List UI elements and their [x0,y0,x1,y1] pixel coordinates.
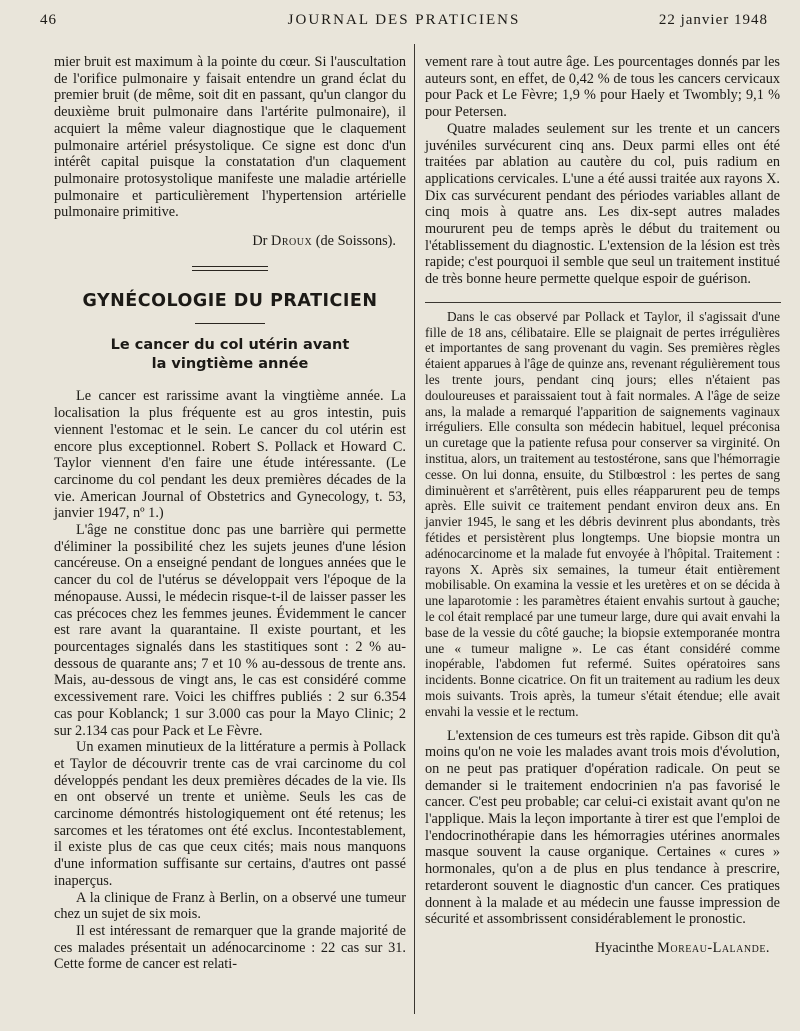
author-last-name: Moreau-Lalande. [657,940,770,956]
author-name: Droux [271,233,313,250]
paragraph: Quatre malades seulement sur les trente et un cancers juvéniles survécurent cinq ans. Deux parmi elles ont été traitées par ablation au cautère du col, puis radium en applications cervicales. L'une a été aussi traitée aux rayons X. Dix cas survécurent pendant des périodes variables allant de cinq mois à quatre ans. Les dix-sept autres malades moururent peu de temps après le début du traitement ou l'établissement du diagnostic. L'extension de la lésion est très rapide; c'est pourquoi il semble que seul un traitement institué de très bonne heure permette quelque espoir de guérison. [425,120,780,288]
author-first-name: Hyacinthe [594,940,658,956]
page-number: 46 [40,12,57,28]
signature-prefix: Dr [252,233,272,250]
case-separator [425,302,781,303]
article-title-line-1: Le cancer du col utérin avant [110,337,350,354]
signature-droux [54,233,396,250]
paragraph: A la clinique de Franz à Berlin, on a observé une tumeur chez un sujet de six mois. [54,889,406,923]
article-title [54,336,406,374]
left-column [54,54,406,973]
author-place: (de Soissons). [312,233,396,250]
section-title: GYNÉCOLOGIE DU PRATICIEN [82,290,378,311]
section-separator [192,266,268,271]
paragraph: L'âge ne constitue donc pas une barrière qui permette d'éliminer la possibilité chez les sujets jeunes d'une lésion cancéreuse. On a enseigné pendant de longues années que le cancer du col de l'utérus se développait vers l'époque de la ménopause. Aussi, le médecin risque-t-il de laisser passer les cas précoces chez les femmes jeunes. Évidemment le cancer est rare avant la quarantaine. Il existe pourtant, et les pourcentages signalés dans les stastitiques sont : 2 % au-dessous de quarante ans; 7 et 10 % au-dessous de trente ans. Mais, au-dessous de vingt ans, le cas est considéré comme excessivement rare. Voici les chiffres publiés : 2 sur 6.354 cas pour Koblanck; 1 sur 3.000 cas pour la Mayo Clinic; 2 sur 2.134 cas pour Pack et Le Fèvre. [54,522,406,739]
right-column [425,54,780,957]
issue-date: 22 janvier 1948 [658,12,768,28]
paragraph: Un examen minutieux de la littérature a permis à Pollack et Taylor de découvrir trente cas de vrai carcinome du col développés pendant les deux premières décades de la vie. Ils en ont observé un trente et unième. Seuls les cas de carcinome démontrés histologiquement ont été retenus; les sarcomes et les tératomes ont été exclus. Incontestablement, il existe plus de cas que ceux cités; mais nous manquons d'une information suffisante sur certains, d'autres ont passé inaperçus. [54,739,406,889]
paragraph: mier bruit est maximum à la pointe du cœur. Si l'auscultation de l'orifice pulmonaire y faisait entendre un grand éclat du premier bruit (de même, soit dit en passant, qu'un clangor du deuxième bruit pulmonaire dans l'artérite pulmonaire), il acquiert la même valeur diagnostique que le claquement pulmonaire artériel présystolique. Ce signe est donc d'un intérêt capital puisque la constatation d'un claquement pulmonaire protosystolique manifeste une maladie artérielle pulmonaire et particulièrement l'hypertension artérielle pulmonaire primitive. [54,54,406,221]
paragraph: Il est intéressant de remarquer que la grande majorité de ces malades présentait un adénocarcinome : 22 cas sur 31. Cette forme de cancer est relati- [54,922,406,973]
signature-moreau-lalande [425,940,770,957]
article-title-line-2: la vingtième année [151,356,309,373]
column-divider [414,44,415,1014]
journal-title: JOURNAL DES PRATICIENS [287,12,521,28]
page-header [40,12,768,38]
paragraph: L'extension de ces tumeurs est très rapide. Gibson dit qu'à moins qu'on ne voie les malades avant trois mois d'évolution, on ne peut pas pratiquer d'opération radicale. On peut se demander si le traitement endocrinien n'a pas favorisé le cancer. C'est peu probable; car celui-ci existait avant qu'on ne l'applique. Mais la leçon importante à tirer est que l'emploi de l'endocrinothérapie dans les hémorragies utérines anormales masque souvent la cause organique. Certaines « cures » hormonales, qu'on a de plus en plus tendance à prescrire, retarderont souvent le diagnostic d'un cancer. Ces pratiques donnent à la malade et au médecin une fausse impression de sécurité et assombrissent considérablement le pronostic. [425,727,780,928]
paragraph: Le cancer est rarissime avant la vingtième année. La localisation la plus fréquente est au gros intestin, puis viennent l'estomac et le sein. Le cancer du col utérin est encore plus exceptionnel. Robert S. Pollack et Howard C. Taylor viennent d'en faire une étude intéressante. (Le carcinome du col pendant les deux premières décades de la vie. American Journal of Obstetrics and Gynecology, t. 53, janvier 1947, nº 1.) [54,388,406,522]
paragraph: vement rare à tout autre âge. Les pourcentages donnés par les auteurs sont, en effet, de 0,42 % de tous les cancers cervicaux pour Pack et Le Fèvre; 1,9 % pour Haely et Twombly; 9,1 % pour Petersen. [425,54,780,121]
title-rule [195,323,265,324]
case-report: Dans le cas observé par Pollack et Taylor, il s'agissait d'une fille de 18 ans, célibataire. Elle se plaignait de pertes irrégulières et importantes de sang provenant du vagin. Ses premières règles étaient apparues à l'âge de quinze ans, revenant régulièrement tous les trente jours, pendant cinq jours; elles n'étaient pas douloureuses et paraissaient tout à fait normales. A l'âge de seize ans, la malade a remarqué l'apparition de saignements vaginaux irréguliers. Elle consulta son médecin habituel, lequel préconisa un curetage que la patiente refusa pour conserver sa virginité. On institua, alors, un traitement au testostérone, sans que l'hémorragie cesse. On lui donna, ensuite, du Stilbœstrol : les pertes de sang diminuèrent et s'arrêtèrent, puis elles réapparurent peu de temps après. Elle suivit ce traitement pendant environ deux ans. En janvier 1945, le sang et les débris devinrent plus abondants, très fétides et persistèrent plus longtemps. Une biopsie montra un adénocarcinome et la malade fut envoyée à l'hôpital. Traitement : rayons X. Après six semaines, la tumeur était entièrement mobilisable. On examina la vessie et les uretères et on se décida à une laparotomie : les paramètres étaient envahis surtout à gauche; le col était remplacé par une tumeur large, dure qui avait envahi la base de la vessie du côté gauche; la biopsie extemporanée montra une « tumeur maligne ». Le cas étant considéré comme inopérable, l'abdomen fut refermé. Suites opératoires sans incidents. Bonne cicatrice. On fit un traitement au radium les deux mois suivants. Trois après, la tumeur s'était étendue; elle avait envahi la vessie et le rectum. [425,308,780,719]
